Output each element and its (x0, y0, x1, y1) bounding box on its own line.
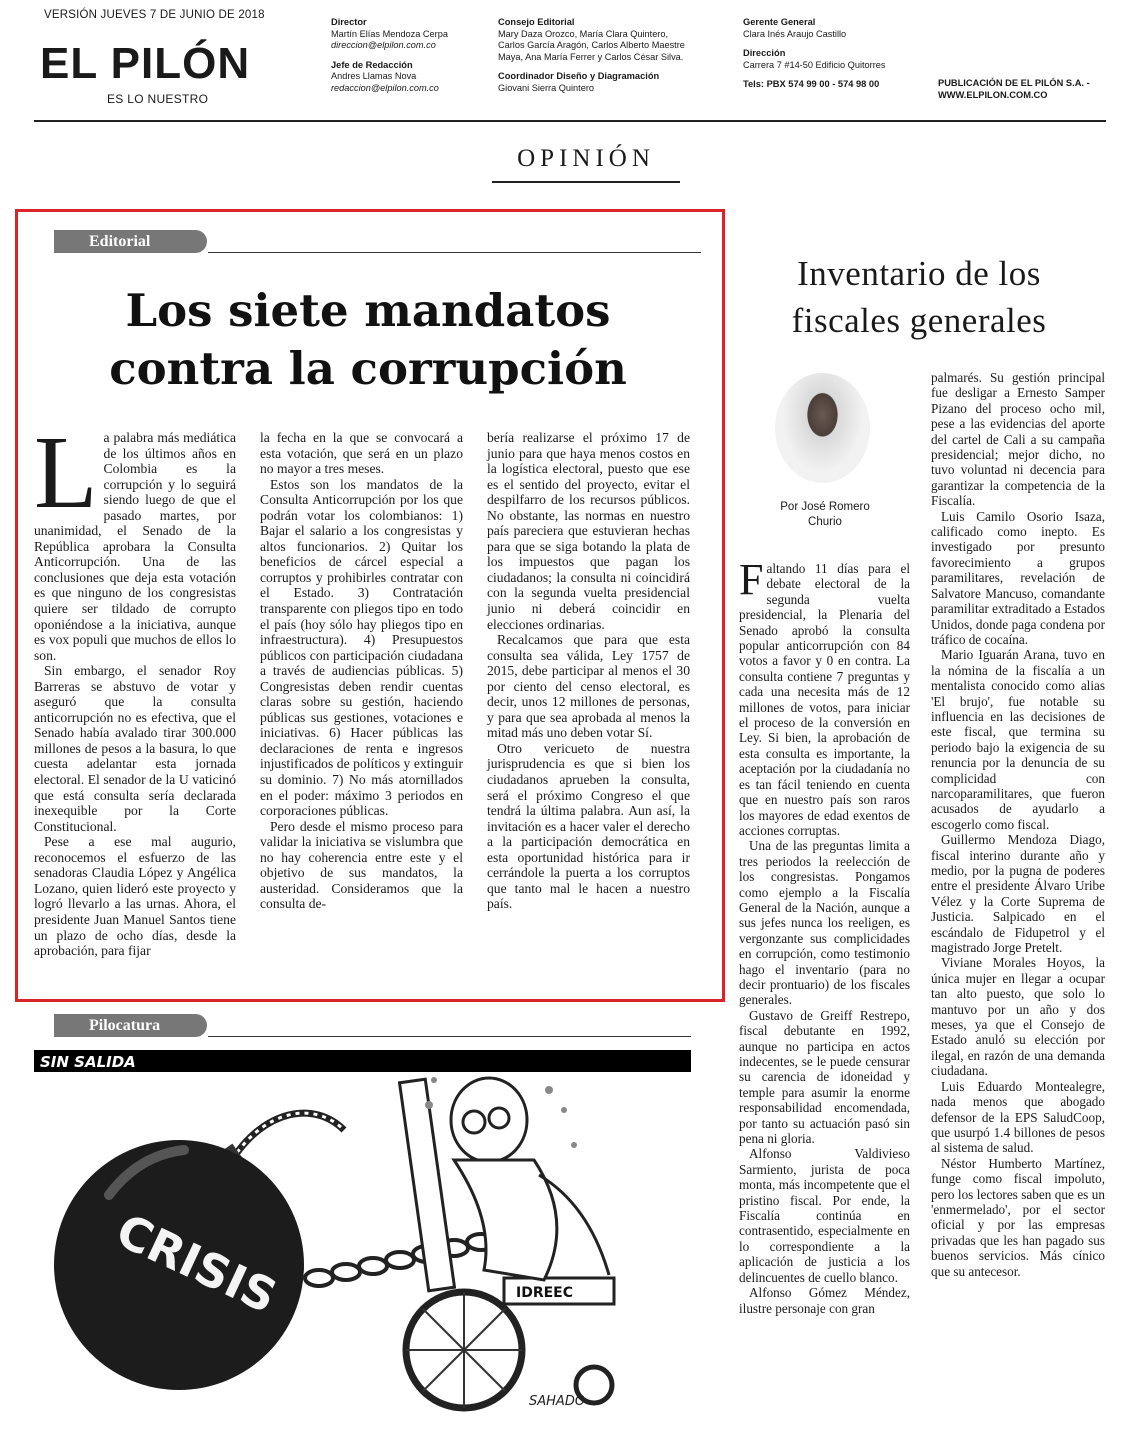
pilocatura-rule (208, 1036, 691, 1037)
editorial-paragraph: bería realizarse el próximo 17 de junio para que haya menos costos en la logística electoral, puesto que ese es el sentido del proyecto, evitar el despilfarro de los recursos públicos. No obstante, las normas en nuestro país pareciera que estuvieran hechas para que se siga botando la plata de los impuestos que pagan los ciudadanos; la consulta ni coincidirá con la segunda vuelta presidencial junio ni deberá coincidir en elecciones ordinarias. (487, 430, 690, 632)
consejo-label: Consejo Editorial (498, 17, 575, 27)
gerente-name: Clara Inés Araujo Castillo (743, 28, 847, 39)
publicacion-link[interactable]: WWW.ELPILON.COM.CO (938, 89, 1048, 100)
consejo-line3: Maya, Ana María Ferrer y Carlos César Silva. (498, 51, 684, 62)
column-dropcap: F (739, 555, 764, 604)
consejo-line2: Carlos García Aragón, Carlos Alberto Maestre (498, 40, 685, 51)
director-label: Director (331, 17, 367, 27)
section-title: OPINIÓN (517, 145, 655, 172)
jefe-label: Jefe de Redacción (331, 59, 413, 70)
column-paragraph: Luis Eduardo Montealegre, nada menos que abogado defensor de la EPS SaludCoop, que usurpó 1.4 billones de pesos al sistema de salud. (931, 1078, 1105, 1156)
header-divider (34, 120, 1106, 122)
column-paragraph: Gustavo de Greiff Restrepo, fiscal debutante en 1992, aunque no participa en actos indecentes, se le puede censurar su carencia de idoneidad y temple para asumir la enorme responsabilidad encomendada, por tanto su actuación pasó sin pena ni gloria. (739, 1007, 910, 1147)
masthead-gerencia (743, 17, 933, 91)
column-paragraph: Viviane Morales Hoyos, la única mujer en llegar a ocupar tan alto puesto, que solo lo mantuvo por un año y dos meses, ya que el Consejo de Estado anuló su elección por ilegal, en razón de una demanda ciudadana. (931, 955, 1105, 1079)
editorial-dropcap: L (34, 415, 98, 530)
editorial-paragraph: Otro vericueto de nuestra jurisprudencia es que si bien los ciudadanos aprueben la consulta, será el próximo Congreso el que tendrá la última palabra. Aun así, la invitación es a hacer valer el derecho a la participación democrática en esta oportunidad histórica para ir cerrándole la puerta a los corruptos que tanto mal le hacen a nuestro país. (487, 740, 690, 912)
editorial-column-2 (260, 430, 463, 912)
direccion-value: Carrera 7 #14-50 Edificio Quitorres (743, 59, 886, 70)
column-headline-line2: fiscales generales (791, 301, 1047, 340)
cartoon-strip-title: SIN SALIDA (40, 1053, 136, 1071)
director-email[interactable]: direccion@elpilon.com.co (331, 40, 436, 51)
editorial-paragraph: Pero desde el mismo proceso para validar la iniciativa se vislumbra que no hay coherencia entre este y el objetivo de sus mandatos, la austeridad. Consideramos que la consulta de- (260, 818, 463, 912)
chain (305, 1234, 495, 1286)
tels: Tels: PBX 574 99 00 - 574 98 00 (743, 79, 880, 90)
editorial-paragraph: Sin embargo, el senador Roy Barreras se abstuvo de votar y aseguró que la consulta anticorrupción no es efectiva, que el Senado había avalado tirar 300.000 millones de pesos a la basura, lo que cuesta adelantar esta jornada electoral. El senador de la U vaticinó que está consulta sería declarada inexequible por la Corte Constitucional. (34, 663, 236, 834)
gerente-label: Gerente General (743, 17, 816, 27)
author-photo (775, 373, 870, 483)
cartoonist-signature: SAHADO (529, 1394, 586, 1409)
column-paragraph: Luis Camilo Osorio Isaza, calificado como inepto. Es investigado por presunto favorecimiento a grupos paramilitares, revelación de Salvatore Mancuso, comandante paramilitar extraditado a Estados Unidos, donde paga condena por tráfico de cocaína. (931, 508, 1105, 647)
editorial-headline-line2: contra la corrupción (109, 342, 627, 395)
coord-label: Coordinador Diseño y Diagramación (498, 71, 660, 82)
masthead-consejo (498, 17, 738, 95)
editorial-column-3 (487, 430, 690, 912)
column-paragraph: altando 11 días para el debate electoral de la segunda vuelta presidencial, la Plenaria del Senado aprobó la consulta popular anticorrupción con 84 votos a favor y 0 en contra. La consulta contiene 7 preguntas y cada una necesita más de 12 millones de votos, para iniciar el proceso de la conversión en Ley. Si bien, la aprobación de esta consulta es importante, la aceptación por la ciudadanía no es tan fácil teniendo en cuenta que en nuestro país son raros los mayores de edad exentos de acciones corruptas. (739, 561, 910, 838)
director-name: Martín Elías Mendoza Cerpa (331, 28, 448, 39)
editorial-paragraph: Pese a ese mal augurio, reconocemos el esfuerzo de las senadoras Claudia López y Angélica Lozano, quien lideró este proyecto y logró llevarlo a las urnas. Ahora, el presidente Juan Manuel Santos tiene un plazo de ocho días, desde la aprobación, para fijar (34, 834, 236, 959)
direccion-label: Dirección (743, 48, 786, 59)
byline-line1: Por José Romero (780, 501, 870, 513)
editorial-paragraph: Estos son los mandatos de la Consulta Anticorrupción por los que podrán votar los colombianos: 1) Bajar el salario a los congresistas y altos funcionarios. 2) Quitar los beneficios de cárcel especial a corruptos y prohibirles contratar con el Estado. 3) Contratación transparente con pliegos tipo en todo el país (hoy sólo hay pliegos tipo en infraestructura). 4) Presupuestos públicos con participación ciudadana a través de audiencias públicas. 5) Congresistas deben rendir cuentas claras sobre su gestión, haciendo públicas sus gestiones, votaciones e iniciativas. 6) Hacer públicas las declaraciones de renta e ingresos injustificados de políticos y extinguir su dominio. 7) No más atornillados en el poder: máximo 3 periodos en corporaciones públicas. (260, 476, 463, 819)
opinion-column-2 (931, 370, 1105, 1279)
consejo-line1: Mary Daza Orozco, María Clara Quintero, (498, 28, 669, 39)
column-paragraph: Alfonso Valdivieso Sarmiento, jurista de poca monta, más incompetente que el pristino fiscal. Por ende, la Fiscalía continúa en contrasentido, especialmente en lo correspondiente a la aplicación de justicia a los delincuentes de cuello blanco. (739, 1146, 910, 1285)
publicacion-line1: PUBLICACIÓN DE EL PILÓN S.A. - (938, 78, 1090, 88)
coord-name: Giovani Sierra Quintero (498, 82, 595, 93)
edition-date: VERSIÓN JUEVES 7 DE JUNIO DE 2018 (44, 9, 265, 21)
newspaper-logo: EL PILÓN (40, 39, 251, 88)
editorial-paragraph: a palabra más mediática de los últimos años en Colombia es la corrupción y lo seguirá siendo luego de que el pasado martes, por unanimidad, el Senado de la República aprobara la Consulta Anticorrupción. Una de las conclusiones que deja esta votación es que ninguno de los congresistas quiere ser tildado de corrupto oponiéndose a la iniciativa, aunque es vox populi que muchos de ellos lo son. (34, 430, 236, 663)
byline-line2: Churio (808, 516, 842, 528)
author-byline (770, 500, 880, 530)
jefe-email[interactable]: redaccion@elpilon.com.co (331, 82, 439, 93)
cartoon-illustration (34, 1050, 691, 1415)
editorial-rule (208, 252, 701, 253)
column-paragraph: palmarés. Su gestión principal fue desligar a Ernesto Samper Pizano del proceso ocho mil, pese a las evidencias del aporte del cartel de Cali a su campaña presidencial; mejor dicho, no tuvo voluntad ni decencia para garantizar la competencia de la Fiscalía. (931, 370, 1105, 509)
opinion-column-1 (739, 555, 910, 1316)
editorial-paragraph: Recalcamos que para que esta consulta sea válida, Ley 1757 de 2015, debe participar al menos el 30 por ciento del censo electoral, es decir, unos 12 millones de personas, y para que sea aprobada al menos la mitad más uno deben votar Sí. (487, 632, 690, 741)
newspaper-slogan: ES LO NUESTRO (107, 92, 209, 106)
column-paragraph: Guillermo Mendoza Diago, fiscal interino durante año y medio, por la pugna de poderes entre el presidente Álvaro Uribe Vélez y la Corte Suprema de Justicia. Salpicado en el escándalo de Fidupetrol y el magistrado Jorge Pretelt. (931, 832, 1105, 956)
jefe-name: Andres Llamas Nova (331, 71, 417, 82)
editorial-paragraph: la fecha en la que se convocará a esta votación, que será en un plazo no mayor a tres meses. (260, 430, 463, 477)
masthead-director (331, 17, 491, 95)
editorial-column-1 (34, 415, 236, 959)
column-headline-line1: Inventario de los (797, 254, 1041, 293)
wheelchair-label: IDREEC (516, 1285, 574, 1301)
pilocatura-label: Pilocatura (54, 1014, 207, 1037)
bomb-fuse (232, 1113, 344, 1160)
section-underline (492, 181, 680, 183)
bomb-label: CRISIS (108, 1203, 285, 1324)
column-headline (736, 250, 1102, 344)
editorial-label: Editorial (54, 230, 207, 253)
column-paragraph: Néstor Humberto Martínez, funge como fiscal impoluto, pero los lectores saben que es un 'enmermelado', por el sector oficial y por las empresas privadas que les han pagado sus buenos servicios. Más cínico que su antecesor. (931, 1155, 1105, 1279)
editorial-headline (38, 282, 698, 398)
column-paragraph: Una de las preguntas limita a tres periodos la reelección de los congresistas. Pongamos como ejemplo a la Fiscalía General de la Nación, aunque a sus jefes nunca los reeligen, es vergonzante sus complicidades en corrupción, como testimonio hago el inventario (para no decir prontuario) de los fiscales generales. (739, 838, 910, 1008)
column-paragraph: Mario Iguarán Arana, tuvo en la nómina de la fiscalía a un mentalista conocido como alias 'El brujo', fue notable su influencia en las decisiones de este fiscal, que termina su periodo bajo la exigencia de su renuncia por la denuncia de su complicidad con narcoparamilitares, que fueron acusados de ayudarlo a escogerlo como fiscal. (931, 647, 1105, 832)
column-paragraph: Alfonso Gómez Méndez, ilustre personaje con gran (739, 1285, 910, 1316)
editorial-headline-line1: Los siete mandatos (125, 284, 611, 337)
masthead-publicacion (938, 78, 1108, 101)
